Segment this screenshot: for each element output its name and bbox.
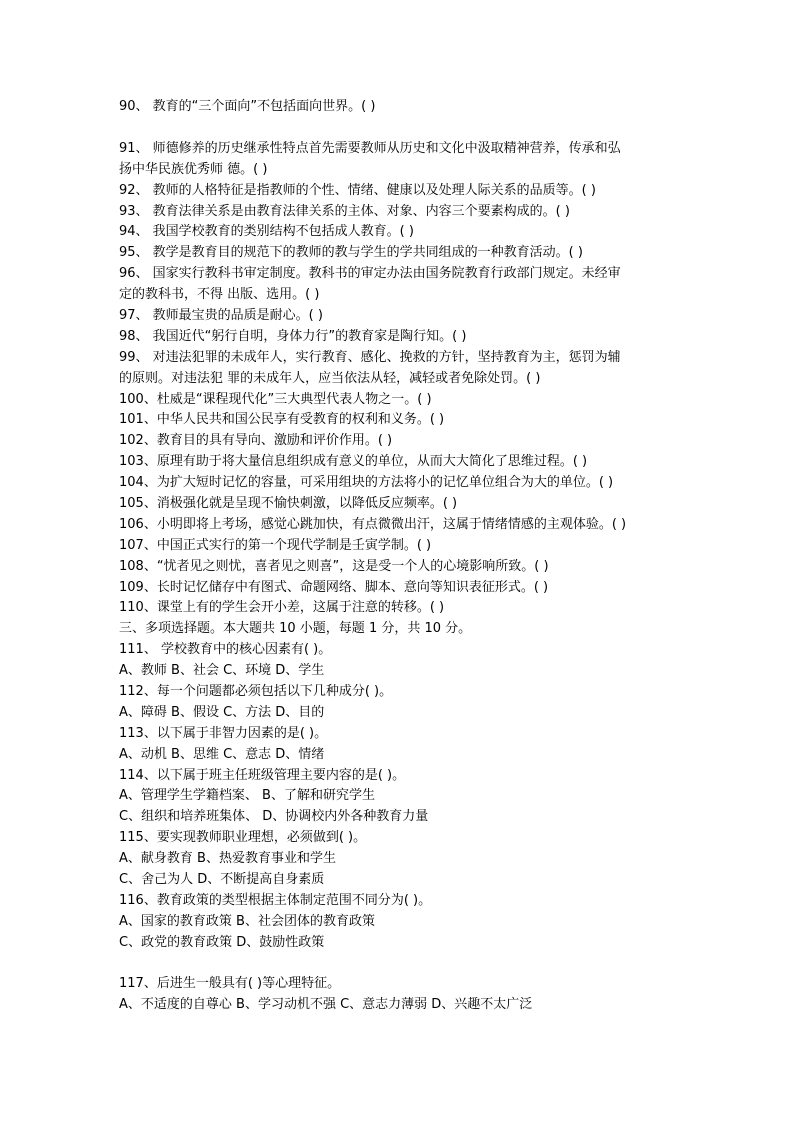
question-101: 101、中华人民共和国公民享有受教育的权利和义务。( ) bbox=[119, 412, 445, 427]
question-112: 112、每一个问题都必须包括以下几种成分( )。 bbox=[119, 684, 393, 699]
question-98: 98、 我国近代“躬行自明，身体力行”的教育家是陶行知。( ) bbox=[119, 329, 467, 344]
question-97: 97、 教师最宝贵的品质是耐心。( ) bbox=[119, 308, 323, 323]
question-111-options: A、教师 B、社会 C、环境 D、学生 bbox=[119, 663, 325, 678]
question-116-options-ab: A、国家的教育政策 B、社会团体的教育政策 bbox=[119, 914, 375, 929]
question-115-options-ab: A、献身教育 B、热爱教育事业和学生 bbox=[119, 851, 336, 866]
question-115-options-cd: C、舍己为人 D、不断提高自身素质 bbox=[119, 872, 325, 887]
question-109: 109、长时记忆储存中有图式、命题网络、脚本、意向等知识表征形式。( ) bbox=[119, 580, 549, 595]
question-99: 99、 对违法犯罪的未成年人，实行教育、感化、挽救的方针，坚持教育为主，惩罚为辅 bbox=[119, 350, 621, 365]
question-99-continued: 的原则。对违法犯 罪的未成年人，应当依法从轻，减轻或者免除处罚。( ) bbox=[119, 371, 541, 386]
section-heading: 三、多项选择题。本大题共 10 小题，每题 1 分，共 10 分。 bbox=[119, 621, 472, 636]
question-95: 95、 教学是教育目的规范下的教师的教与学生的学共同组成的一种教育活动。( ) bbox=[119, 245, 583, 260]
question-114-options-cd: C、组织和培养班集体、 D、协调校内外各种教育力量 bbox=[119, 809, 429, 824]
question-113-options: A、动机 B、思维 C、意志 D、情绪 bbox=[119, 747, 325, 762]
question-114: 114、以下属于班主任班级管理主要内容的是( )。 bbox=[119, 768, 406, 783]
question-96-continued: 定的教科书，不得 出版、选用。( ) bbox=[119, 287, 320, 302]
question-91: 91、 师德修养的历史继承性特点首先需要教师从历史和文化中汲取精神营养，传承和弘 bbox=[119, 141, 621, 156]
question-105: 105、消极强化就是呈现不愉快刺激，以降低反应频率。( ) bbox=[119, 496, 458, 511]
question-96: 96、 国家实行教科书审定制度。教科书的审定办法由国务院教育行政部门规定。未经审 bbox=[119, 266, 621, 281]
question-110: 110、课堂上有的学生会开小差，这属于注意的转移。( ) bbox=[119, 600, 445, 615]
question-104: 104、为扩大短时记忆的容量，可采用组块的方法将小的记忆单位组合为大的单位。( ) bbox=[119, 475, 614, 490]
question-107: 107、中国正式实行的第一个现代学制是壬寅学制。( ) bbox=[119, 538, 432, 553]
question-117: 117、后进生一般具有( )等心理特征。 bbox=[119, 976, 341, 991]
question-103: 103、原理有助于将大量信息组织成有意义的单位，从而大大简化了思维过程。( ) bbox=[119, 454, 588, 469]
question-113: 113、以下属于非智力因素的是( )。 bbox=[119, 726, 328, 741]
question-116-options-cd: C、政党的教育政策 D、鼓励性政策 bbox=[119, 935, 325, 950]
question-117-options: A、不适度的自尊心 B、学习动机不强 C、意志力薄弱 D、兴趣不太广泛 bbox=[119, 997, 533, 1012]
question-90: 90、 教育的“三个面向”不包括面向世界。( ) bbox=[119, 99, 376, 114]
question-94: 94、 我国学校教育的类别结构不包括成人教育。( ) bbox=[119, 224, 414, 239]
question-108: 108、“忧者见之则忧，喜者见之则喜”，这是受一个人的心境影响所致。( ) bbox=[119, 559, 549, 574]
question-102: 102、教育目的具有导向、激励和评价作用。( ) bbox=[119, 433, 393, 448]
question-106: 106、小明即将上考场，感觉心跳加快，有点微微出汗，这属于情绪情感的主观体验。( ) bbox=[119, 517, 627, 532]
question-100: 100、杜威是“课程现代化”三大典型代表人物之一。( ) bbox=[119, 392, 432, 407]
question-92: 92、 教师的人格特征是指教师的个性、情绪、健康以及处理人际关系的品质等。( ) bbox=[119, 183, 596, 198]
question-112-options: A、障碍 B、假设 C、方法 D、目的 bbox=[119, 705, 325, 720]
question-116: 116、教育政策的类型根据主体制定范围不同分为( )。 bbox=[119, 893, 432, 908]
question-115: 115、要实现教师职业理想，必须做到( )。 bbox=[119, 830, 367, 845]
question-91-continued: 扬中华民族优秀师 德。( ) bbox=[119, 162, 268, 177]
question-114-options-ab: A、管理学生学籍档案、 B、了解和研究学生 bbox=[119, 788, 375, 803]
question-93: 93、 教育法律关系是由教育法律关系的主体、对象、内容三个要素构成的。( ) bbox=[119, 204, 570, 219]
question-111: 111、 学校教育中的核心因素有( )。 bbox=[119, 642, 332, 657]
